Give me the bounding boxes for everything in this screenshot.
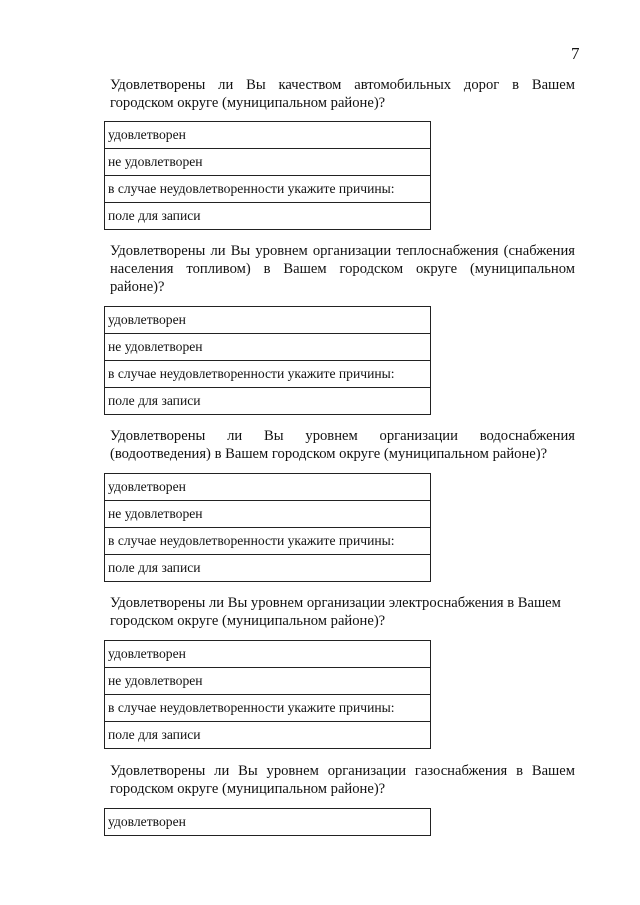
option-not-satisfied[interactable]: не удовлетворен bbox=[105, 334, 431, 361]
options-table-electricity bbox=[104, 640, 431, 749]
options-table-water bbox=[104, 473, 431, 582]
option-satisfied[interactable]: удовлетворен bbox=[105, 307, 431, 334]
option-reasons-label: в случае неудовлетворенности укажите причины: bbox=[105, 528, 431, 555]
option-text-field[interactable]: поле для записи bbox=[105, 388, 431, 415]
option-satisfied[interactable]: удовлетворен bbox=[105, 474, 431, 501]
option-not-satisfied[interactable]: не удовлетворен bbox=[105, 149, 431, 176]
option-reasons-label: в случае неудовлетворенности укажите причины: bbox=[105, 176, 431, 203]
option-text-field[interactable]: поле для записи bbox=[105, 203, 431, 230]
option-not-satisfied[interactable]: не удовлетворен bbox=[105, 668, 431, 695]
options-table-roads bbox=[104, 121, 431, 230]
option-reasons-label: в случае неудовлетворенности укажите причины: bbox=[105, 695, 431, 722]
options-table-heating bbox=[104, 306, 431, 415]
question-water: Удовлетворены ли Вы уровнем организации водоснабжения (водоотведения) в Вашем городском округе (муниципальном районе)? bbox=[110, 428, 575, 462]
page-number: 7 bbox=[571, 44, 580, 63]
question-gas: Удовлетворены ли Вы уровнем организации газоснабжения в Вашем городском округе (муниципальном районе)? bbox=[110, 763, 575, 797]
option-satisfied[interactable]: удовлетворен bbox=[105, 641, 431, 668]
option-text-field[interactable]: поле для записи bbox=[105, 722, 431, 749]
option-satisfied[interactable]: удовлетворен bbox=[105, 122, 431, 149]
option-not-satisfied[interactable]: не удовлетворен bbox=[105, 501, 431, 528]
question-electricity: Удовлетворены ли Вы уровнем организации электроснабжения в Вашем городском округе (муниципальном районе)? bbox=[110, 595, 561, 629]
option-reasons-label: в случае неудовлетворенности укажите причины: bbox=[105, 361, 431, 388]
option-satisfied[interactable]: удовлетворен bbox=[105, 809, 431, 836]
question-roads: Удовлетворены ли Вы качеством автомобильных дорог в Вашем городском округе (муниципальном районе)? bbox=[110, 77, 575, 111]
option-text-field[interactable]: поле для записи bbox=[105, 555, 431, 582]
options-table-gas bbox=[104, 808, 431, 836]
question-heating: Удовлетворены ли Вы уровнем организации теплоснабжения (снабжения населения топливом) в Вашем городском округе (муниципальном районе)? bbox=[110, 243, 575, 295]
